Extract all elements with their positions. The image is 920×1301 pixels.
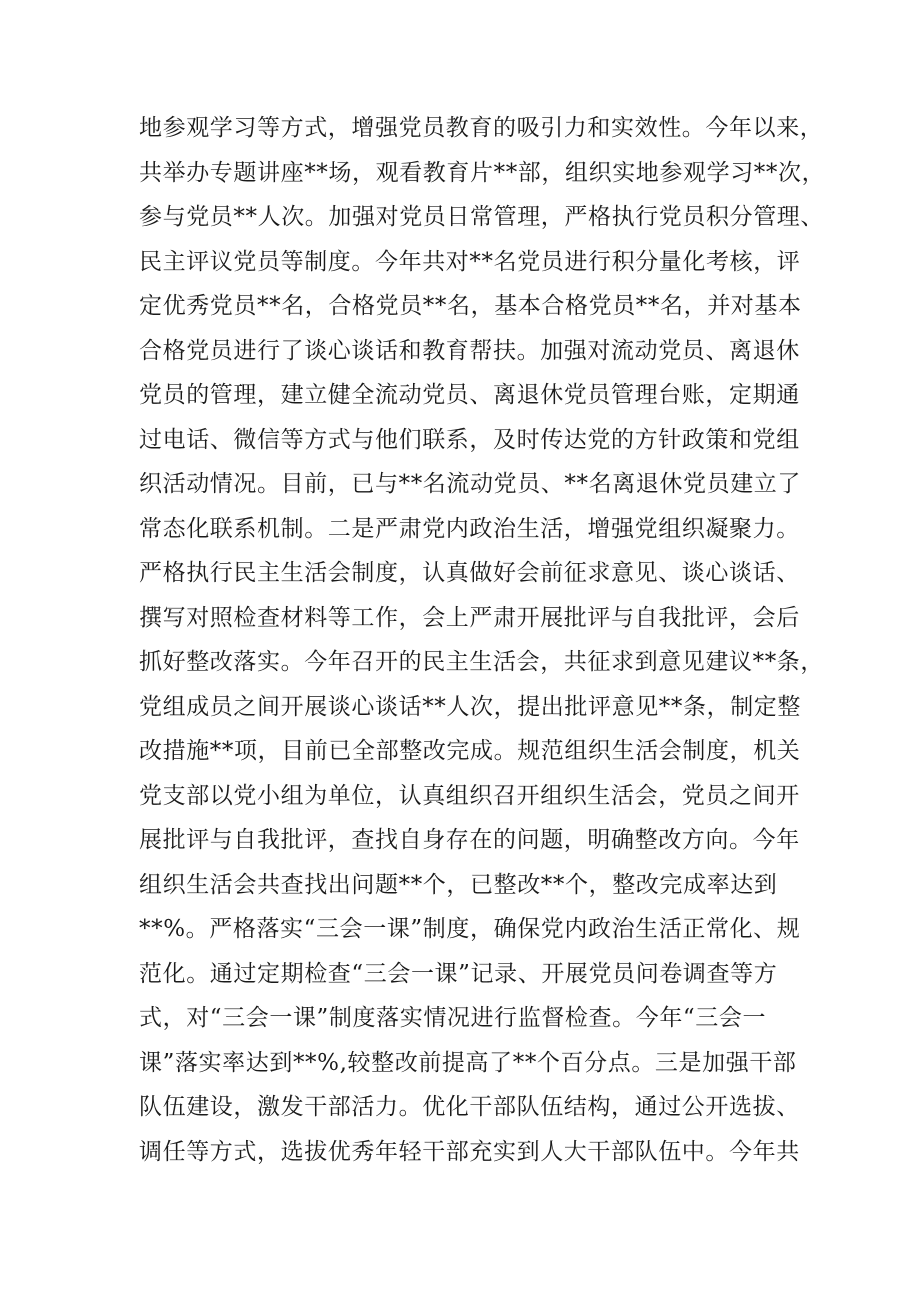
text-line-7: 党员的管理，建立健全流动党员、离退休党员管理台账，定期通 — [139, 382, 800, 408]
text-line-15: 改措施**项，目前已全部整改完成。规范组织生活会制度，机关 — [139, 738, 801, 764]
text-line-20: 范化。通过定期检查“三会一课”记录、开展党员问卷调查等方 — [139, 960, 778, 987]
text-line-21: 式，对“三会一课”制度落实情况进行监督检查。今年“三会一 — [139, 1005, 767, 1031]
text-line-4: 民主评议党员等制度。今年共对**名党员进行积分量化考核，评 — [139, 248, 801, 275]
text-line-14: 党组成员之间开展谈心谈话**人次，提出批评意见**条，制定整 — [139, 693, 801, 720]
text-line-23: 队伍建设，激发干部活力。优化干部队伍结构，通过公开选拔、 — [139, 1094, 800, 1120]
text-line-24: 调任等方式，选拔优秀年轻干部充实到人大干部队伍中。今年共 — [139, 1138, 800, 1165]
text-line-5: 定优秀党员**名，合格党员**名，基本合格党员**名，并对基本 — [139, 293, 802, 319]
text-line-2: 共举办专题讲座**场，观看教育片**部，组织实地参观学习**次， — [139, 159, 826, 186]
text-line-17: 展批评与自我批评，查找自身存在的问题，明确整改方向。今年 — [139, 827, 800, 853]
text-line-16: 党支部以党小组为单位，认真组织召开组织生活会，党员之间开 — [139, 782, 800, 809]
text-line-11: 严格执行民主生活会制度，认真做好会前征求意见、谈心谈话、 — [139, 560, 800, 586]
text-line-13: 抓好整改落实。今年召开的民主生活会，共征求到意见建议**条， — [139, 649, 824, 675]
text-line-18: 组织生活会共查找出问题**个，已整改**个，整改完成率达到 — [139, 871, 778, 898]
text-line-1: 地参观学习等方式，增强党员教育的吸引力和实效性。今年以来， — [139, 115, 824, 141]
text-line-19: **%。严格落实“三会一课”制度，确保党内政治生活正常化、规 — [139, 916, 801, 942]
text-line-10: 常态化联系机制。二是严肃党内政治生活，增强党组织凝聚力。 — [139, 515, 800, 542]
text-line-9: 织活动情况。目前，已与**名流动党员、**名离退休党员建立了 — [139, 471, 801, 497]
text-line-3: 参与党员**人次。加强对党员日常管理，严格执行党员积分管理、 — [139, 204, 824, 230]
text-line-12: 撰写对照检查材料等工作，会上严肃开展批评与自我批评，会后 — [139, 604, 800, 631]
text-line-6: 合格党员进行了谈心谈话和教育帮扶。加强对流动党员、离退休 — [139, 337, 800, 364]
body-text — [139, 106, 826, 1174]
text-line-22: 课”落实率达到**%,较整改前提高了**个百分点。三是加强干部 — [139, 1049, 797, 1076]
text-line-8: 过电话、微信等方式与他们联系，及时传达党的方针政策和党组 — [139, 426, 800, 453]
